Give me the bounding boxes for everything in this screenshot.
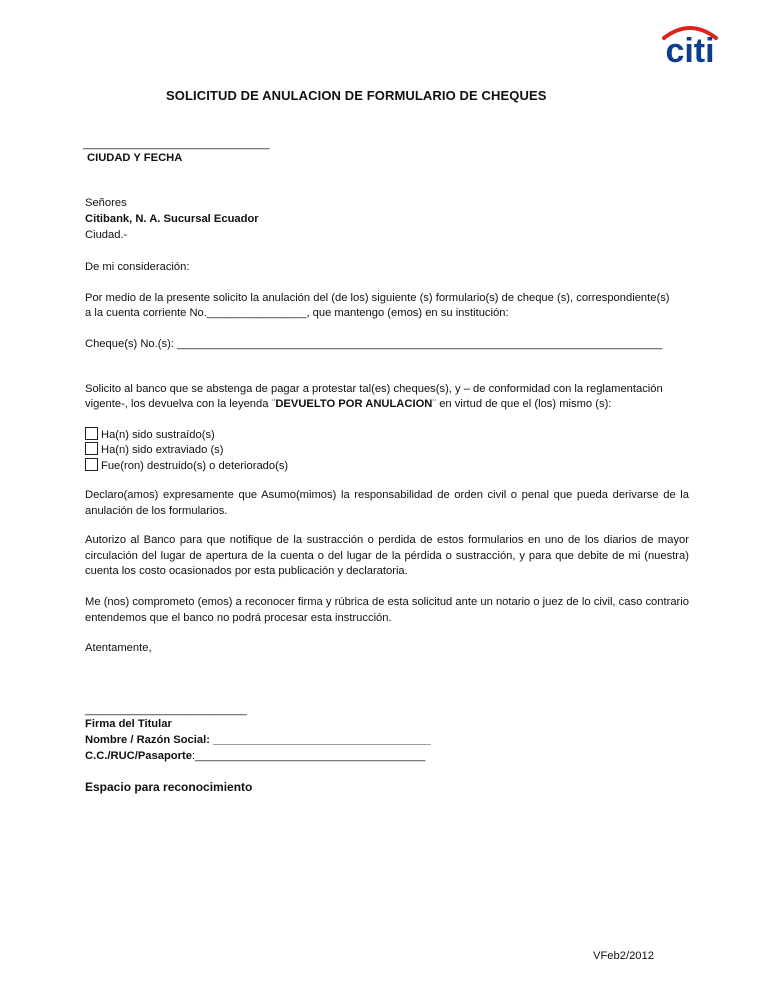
declaration-paragraph: Declaro(amos) expresamente que Asumo(mimos) la responsabilidad de orden civil o penal que pueda derivarse de la anulación de los formularios. — [85, 489, 689, 517]
id-line: :_____________________________________ — [191, 750, 426, 762]
id-label: C.C./RUC/Pasaporte — [85, 750, 192, 762]
name-line: ___________________________________ — [213, 734, 431, 746]
abstain-line-1: Solicito al banco que se abstenga de pagar a protestar tal(es) cheques(s), y – de conformidad con la reglamentación — [85, 383, 663, 395]
addressee-city: Ciudad.- — [85, 229, 128, 241]
signature-label: Firma del Titular — [85, 718, 172, 730]
closing: Atentamente, — [85, 642, 152, 654]
citi-logo — [650, 14, 730, 70]
option-stolen-checkbox[interactable] — [85, 427, 98, 440]
city-date-line: ______________________________ — [83, 138, 270, 150]
addressee-greeting: Señores — [85, 197, 127, 209]
option-stolen-label: Ha(n) sido sustraído(s) — [101, 429, 215, 441]
authorization-paragraph: Autorizo al Banco para que notifique de la sustracción o perdida de estos formularios en uno de los diarios de mayor circulación del lugar de apertura de la cuenta o del lugar de la pérdida o sustracción, y para que debite de mi (nuestra) cuenta los costo ocasionados por esta publicación y declaratoria. — [85, 534, 689, 577]
name-label: Nombre / Razón Social: — [85, 734, 214, 746]
version-label: VFeb2/2012 — [593, 950, 654, 962]
option-destroyed-checkbox[interactable] — [85, 458, 98, 471]
option-lost[interactable] — [85, 442, 223, 459]
option-destroyed-label: Fue(ron) destruido(s) o deteriorado(s) — [101, 460, 289, 472]
cheques-number-line: Cheque(s) No.(s): ______________________________________________________________________________ — [85, 338, 663, 350]
abstain-line-2 — [85, 397, 611, 413]
document-title: SOLICITUD DE ANULACION DE FORMULARIO DE CHEQUES — [166, 88, 547, 103]
salutation: De mi consideración: — [85, 261, 190, 273]
abstain-line-2-pre: vigente-, los devuelva con la leyenda ¨ — [85, 398, 276, 410]
addressee-bank: Citibank, N. A. Sucursal Ecuador — [85, 213, 259, 225]
city-date-label: CIUDAD Y FECHA — [87, 152, 183, 164]
option-lost-checkbox[interactable] — [85, 442, 98, 455]
request-line-1: Por medio de la presente solicito la anulación del (de los) siguiente (s) formulario(s) de cheque (s), correspondiente(s) — [85, 292, 670, 304]
commitment-paragraph: Me (nos) comprometo (emos) a reconocer firma y rúbrica de esta solicitud ante un notario o juez de lo civil, caso contrario entendemos que el banco no podrá procesar esta instrucción. — [85, 596, 689, 624]
recognition-space-label: Espacio para reconocimiento — [85, 780, 253, 794]
name-field — [85, 733, 431, 749]
option-lost-label: Ha(n) sido extraviado (s) — [101, 444, 224, 456]
abstain-line-2-post: ¨ en virtud de que el (los) mismo (s): — [432, 398, 612, 410]
signature-line: __________________________ — [85, 704, 247, 716]
citi-logo-text: citi — [665, 32, 715, 70]
request-line-2: a la cuenta corriente No.________________, que mantengo (emos) en su institución: — [85, 307, 509, 319]
option-destroyed[interactable] — [85, 458, 288, 475]
returned-legend: DEVUELTO POR ANULACION — [275, 398, 433, 410]
id-field — [85, 749, 425, 765]
